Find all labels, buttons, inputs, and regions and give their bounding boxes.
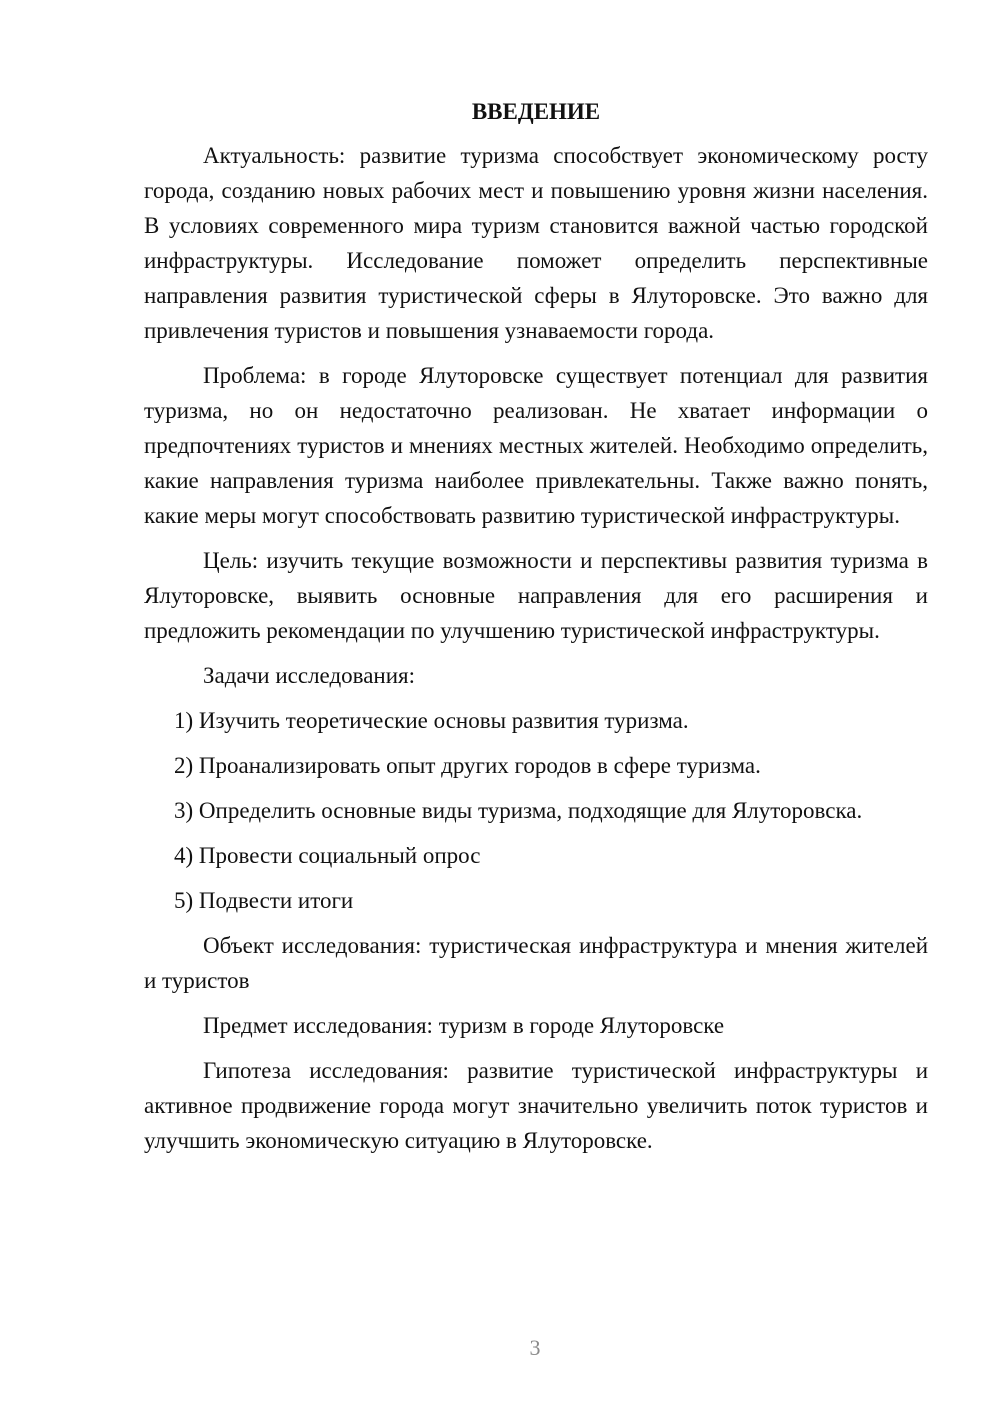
list-item: 5) Подвести итоги (174, 888, 354, 913)
hypothesis-paragraph: Гипотеза исследования: развитие туристической инфраструктуры и активное продвижение города могут значительно увеличить поток туристов и улучшить экономическую ситуацию в Ялуторовске. (144, 1058, 928, 1153)
goal-paragraph: Цель: изучить текущие возможности и перспективы развития туризма в Ялуторовске, выявить основные направления для его расширения и предложить рекомендации по улучшению туристической инфраструктуры. (144, 548, 928, 643)
tasks-list (144, 703, 928, 918)
list-item: 4) Провести социальный опрос (174, 843, 481, 868)
tasks-heading: Задачи исследования: (203, 663, 416, 688)
list-item: 2) Проанализировать опыт других городов в сфере туризма. (174, 753, 761, 778)
list-item: 1) Изучить теоретические основы развития туризма. (174, 708, 689, 733)
page-number: 3 (529, 1335, 541, 1360)
section-heading: ВВЕДЕНИЕ (471, 99, 601, 124)
problem-paragraph: Проблема: в городе Ялуторовске существует потенциал для развития туризма, но он недостаточно реализован. Не хватает информации о предпочтениях туристов и мнениях местных жителей. Необходимо определить, какие направления туризма наиболее привлекательны. Также важно понять, какие меры могут способствовать развитию туристической инфраструктуры. (144, 363, 928, 528)
relevance-paragraph: Актуальность: развитие туризма способствует экономическому росту города, созданию новых рабочих мест и повышению уровня жизни населения. В условиях современного мира туризм становится важной частью городской инфраструктуры. Исследование поможет определить перспективные направления развития туристической сферы в Ялуторовске. Это важно для привлечения туристов и повышения узнаваемости города. (144, 143, 928, 343)
subject-paragraph: Предмет исследования: туризм в городе Ялуторовске (203, 1013, 725, 1038)
list-item: 3) Определить основные виды туризма, подходящие для Ялуторовска. (174, 798, 863, 823)
object-paragraph: Объект исследования: туристическая инфраструктура и мнения жителей и туристов (144, 933, 928, 993)
page-content (144, 94, 928, 1168)
